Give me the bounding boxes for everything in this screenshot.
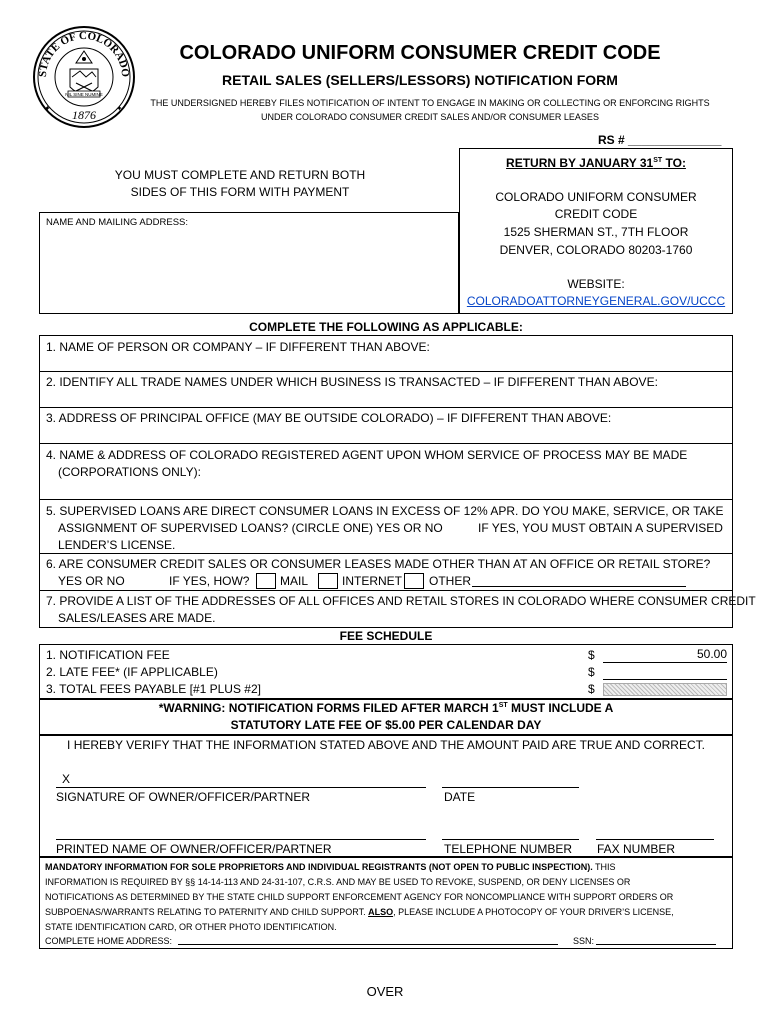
form-subtitle: RETAIL SALES (SELLERS/LESSORS) NOTIFICATION FORM: [222, 72, 618, 88]
ssn-label: SSN:: [573, 936, 595, 946]
signature-x-mark: X: [62, 772, 71, 786]
question-5-circle-choice[interactable]: ASSIGNMENT OF SUPERVISED LOANS? (CIRCLE ONE) YES OR NO: [58, 521, 443, 535]
question-4-line-1[interactable]: 4. NAME & ADDRESS OF COLORADO REGISTERED AGENT UPON WHOM SERVICE OF PROCESS MAY BE MADE: [46, 448, 688, 462]
must-complete-line-1: YOU MUST COMPLETE AND RETURN BOTH: [114, 168, 366, 182]
home-address-label: COMPLETE HOME ADDRESS:: [45, 936, 173, 946]
fee-row-3-currency: $: [588, 682, 595, 696]
other-checkbox[interactable]: [404, 573, 424, 589]
fee-row-2-label: 2. LATE FEE* (IF APPLICABLE): [46, 665, 218, 679]
return-line-4: DENVER, COLORADO 80203-1760: [499, 243, 693, 257]
seal-motto: NIL SINE NUMINE: [65, 92, 103, 97]
other-option-label: OTHER: [429, 574, 471, 588]
return-heading: RETURN BY JANUARY 31ST TO:: [506, 156, 686, 170]
printed-name-label: PRINTED NAME OF OWNER/OFFICER/PARTNER: [56, 842, 332, 856]
question-4-line-2: (CORPORATIONS ONLY):: [58, 465, 201, 479]
telephone-line[interactable]: [442, 839, 579, 840]
warning-line-1: *WARNING: NOTIFICATION FORMS FILED AFTER MARCH 1ST MUST INCLUDE A: [158, 701, 614, 715]
website-label: WEBSITE:: [567, 277, 625, 291]
mandatory-line-2: INFORMATION IS REQUIRED BY §§ 14-14-113 AND 24-31-107, C.R.S. AND MAY BE USED TO REVOKE, SUSPEND, OR DENY LICENSES OR: [45, 877, 631, 887]
svg-text:✦: ✦: [116, 104, 123, 113]
question-6-how-label: IF YES, HOW?: [169, 574, 250, 588]
return-line-1: COLORADO UNIFORM CONSUMER: [495, 190, 697, 204]
fax-label: FAX NUMBER: [597, 842, 676, 856]
home-address-line[interactable]: [178, 944, 558, 945]
internet-checkbox[interactable]: [318, 573, 338, 589]
fee-row-3-label: 3. TOTAL FEES PAYABLE [#1 PLUS #2]: [46, 682, 261, 696]
question-5-supervised-note: IF YES, YOU MUST OBTAIN A SUPERVISED: [478, 521, 723, 535]
mandatory-line-1: MANDATORY INFORMATION FOR SOLE PROPRIETORS AND INDIVIDUAL REGISTRANTS (NOT OPEN TO PUBLIC INSPECTION). THIS: [45, 862, 616, 872]
question-7-line-1[interactable]: 7. PROVIDE A LIST OF THE ADDRESSES OF ALL OFFICES AND RETAIL STORES IN COLORADO WHERE CONSUMER CREDIT: [46, 594, 756, 608]
signature-label: SIGNATURE OF OWNER/OFFICER/PARTNER: [56, 790, 311, 804]
telephone-label: TELEPHONE NUMBER: [444, 842, 573, 856]
return-line-2: CREDIT CODE: [554, 207, 638, 221]
must-complete-line-2: SIDES OF THIS FORM WITH PAYMENT: [130, 185, 350, 199]
rs-number-field[interactable]: RS # ______________: [598, 133, 722, 147]
printed-name-line[interactable]: [56, 839, 426, 840]
question-2[interactable]: 2. IDENTIFY ALL TRADE NAMES UNDER WHICH BUSINESS IS TRANSACTED – IF DIFFERENT THAN ABOVE:: [46, 375, 658, 389]
other-text-field[interactable]: [472, 586, 686, 587]
svg-text:STATE OF COLORADO: [37, 30, 131, 78]
fee-row-1-label: 1. NOTIFICATION FEE: [46, 648, 170, 662]
date-line[interactable]: [442, 787, 579, 788]
mail-checkbox[interactable]: [256, 573, 276, 589]
section-heading: COMPLETE THE FOLLOWING AS APPLICABLE:: [249, 320, 523, 334]
warning-line-2: STATUTORY LATE FEE OF $5.00 PER CALENDAR DAY: [230, 718, 542, 732]
return-line-3: 1525 SHERMAN ST., 7TH FLOOR: [503, 225, 689, 239]
signature-line[interactable]: [56, 787, 426, 788]
fee-row-1-amount[interactable]: 50.00: [603, 647, 727, 663]
seal-year: 1876: [72, 108, 96, 122]
seal-top-text: STATE OF COLORADO: [36, 29, 132, 78]
question-6-yes-no[interactable]: YES OR NO: [58, 574, 125, 588]
mandatory-line-5: STATE IDENTIFICATION CARD, OR OTHER PHOTO IDENTIFICATION.: [45, 922, 337, 932]
website-link[interactable]: COLORADOATTORNEYGENERAL.GOV/UCCC: [466, 294, 726, 308]
verification-statement: I HEREBY VERIFY THAT THE INFORMATION STATED ABOVE AND THE AMOUNT PAID ARE TRUE AND CORRECT.: [67, 738, 705, 752]
fax-line[interactable]: [596, 839, 714, 840]
internet-option-label: INTERNET: [342, 574, 402, 588]
mail-option-label: MAIL: [280, 574, 309, 588]
fee-row-1-currency: $: [588, 648, 595, 662]
question-1[interactable]: 1. NAME OF PERSON OR COMPANY – IF DIFFERENT THAN ABOVE:: [46, 340, 430, 354]
mandatory-line-3: NOTIFICATIONS AS DETERMINED BY THE STATE CHILD SUPPORT ENFORCEMENT AGENCY FOR NONCOMPLIANCE WITH SUPPORT ORDERS OR: [45, 892, 674, 902]
fee-schedule-heading: FEE SCHEDULE: [339, 629, 433, 643]
over-indicator: OVER: [366, 984, 404, 999]
svg-text:✦: ✦: [44, 104, 51, 113]
fee-row-3-amount[interactable]: [603, 683, 727, 696]
question-6-line-1: 6. ARE CONSUMER CREDIT SALES OR CONSUMER LEASES MADE OTHER THAN AT AN OFFICE OR RETAIL STORE?: [46, 557, 711, 571]
question-7-line-2: SALES/LEASES ARE MADE.: [58, 611, 216, 625]
intro-line-1: THE UNDERSIGNED HEREBY FILES NOTIFICATION OF INTENT TO ENGAGE IN MAKING OR COLLECTING OR ENFORCING RIGHTS: [150, 98, 710, 108]
form-title: COLORADO UNIFORM CONSUMER CREDIT CODE: [179, 42, 661, 64]
question-5-line-1: 5. SUPERVISED LOANS ARE DIRECT CONSUMER LOANS IN EXCESS OF 12% APR. DO YOU MAKE, SERVICE, OR TAKE: [46, 504, 724, 518]
mandatory-line-4: SUBPOENAS/WARRANTS RELATING TO PATERNITY AND CHILD SUPPORT. ALSO, PLEASE INCLUDE A PHOTOCOPY OF YOUR DRIVER’S LICENSE,: [45, 907, 674, 917]
date-label: DATE: [444, 790, 476, 804]
question-5-line-3: LENDER’S LICENSE.: [58, 538, 176, 552]
intro-line-2: UNDER COLORADO CONSUMER CREDIT SALES AND/OR CONSUMER LEASES: [261, 112, 599, 122]
ssn-line[interactable]: [596, 944, 716, 945]
question-3[interactable]: 3. ADDRESS OF PRINCIPAL OFFICE (MAY BE OUTSIDE COLORADO) – IF DIFFERENT THAN ABOVE:: [46, 411, 612, 425]
fee-row-2-currency: $: [588, 665, 595, 679]
name-address-label: NAME AND MAILING ADDRESS:: [46, 217, 189, 228]
fee-row-2-amount[interactable]: [603, 664, 727, 680]
